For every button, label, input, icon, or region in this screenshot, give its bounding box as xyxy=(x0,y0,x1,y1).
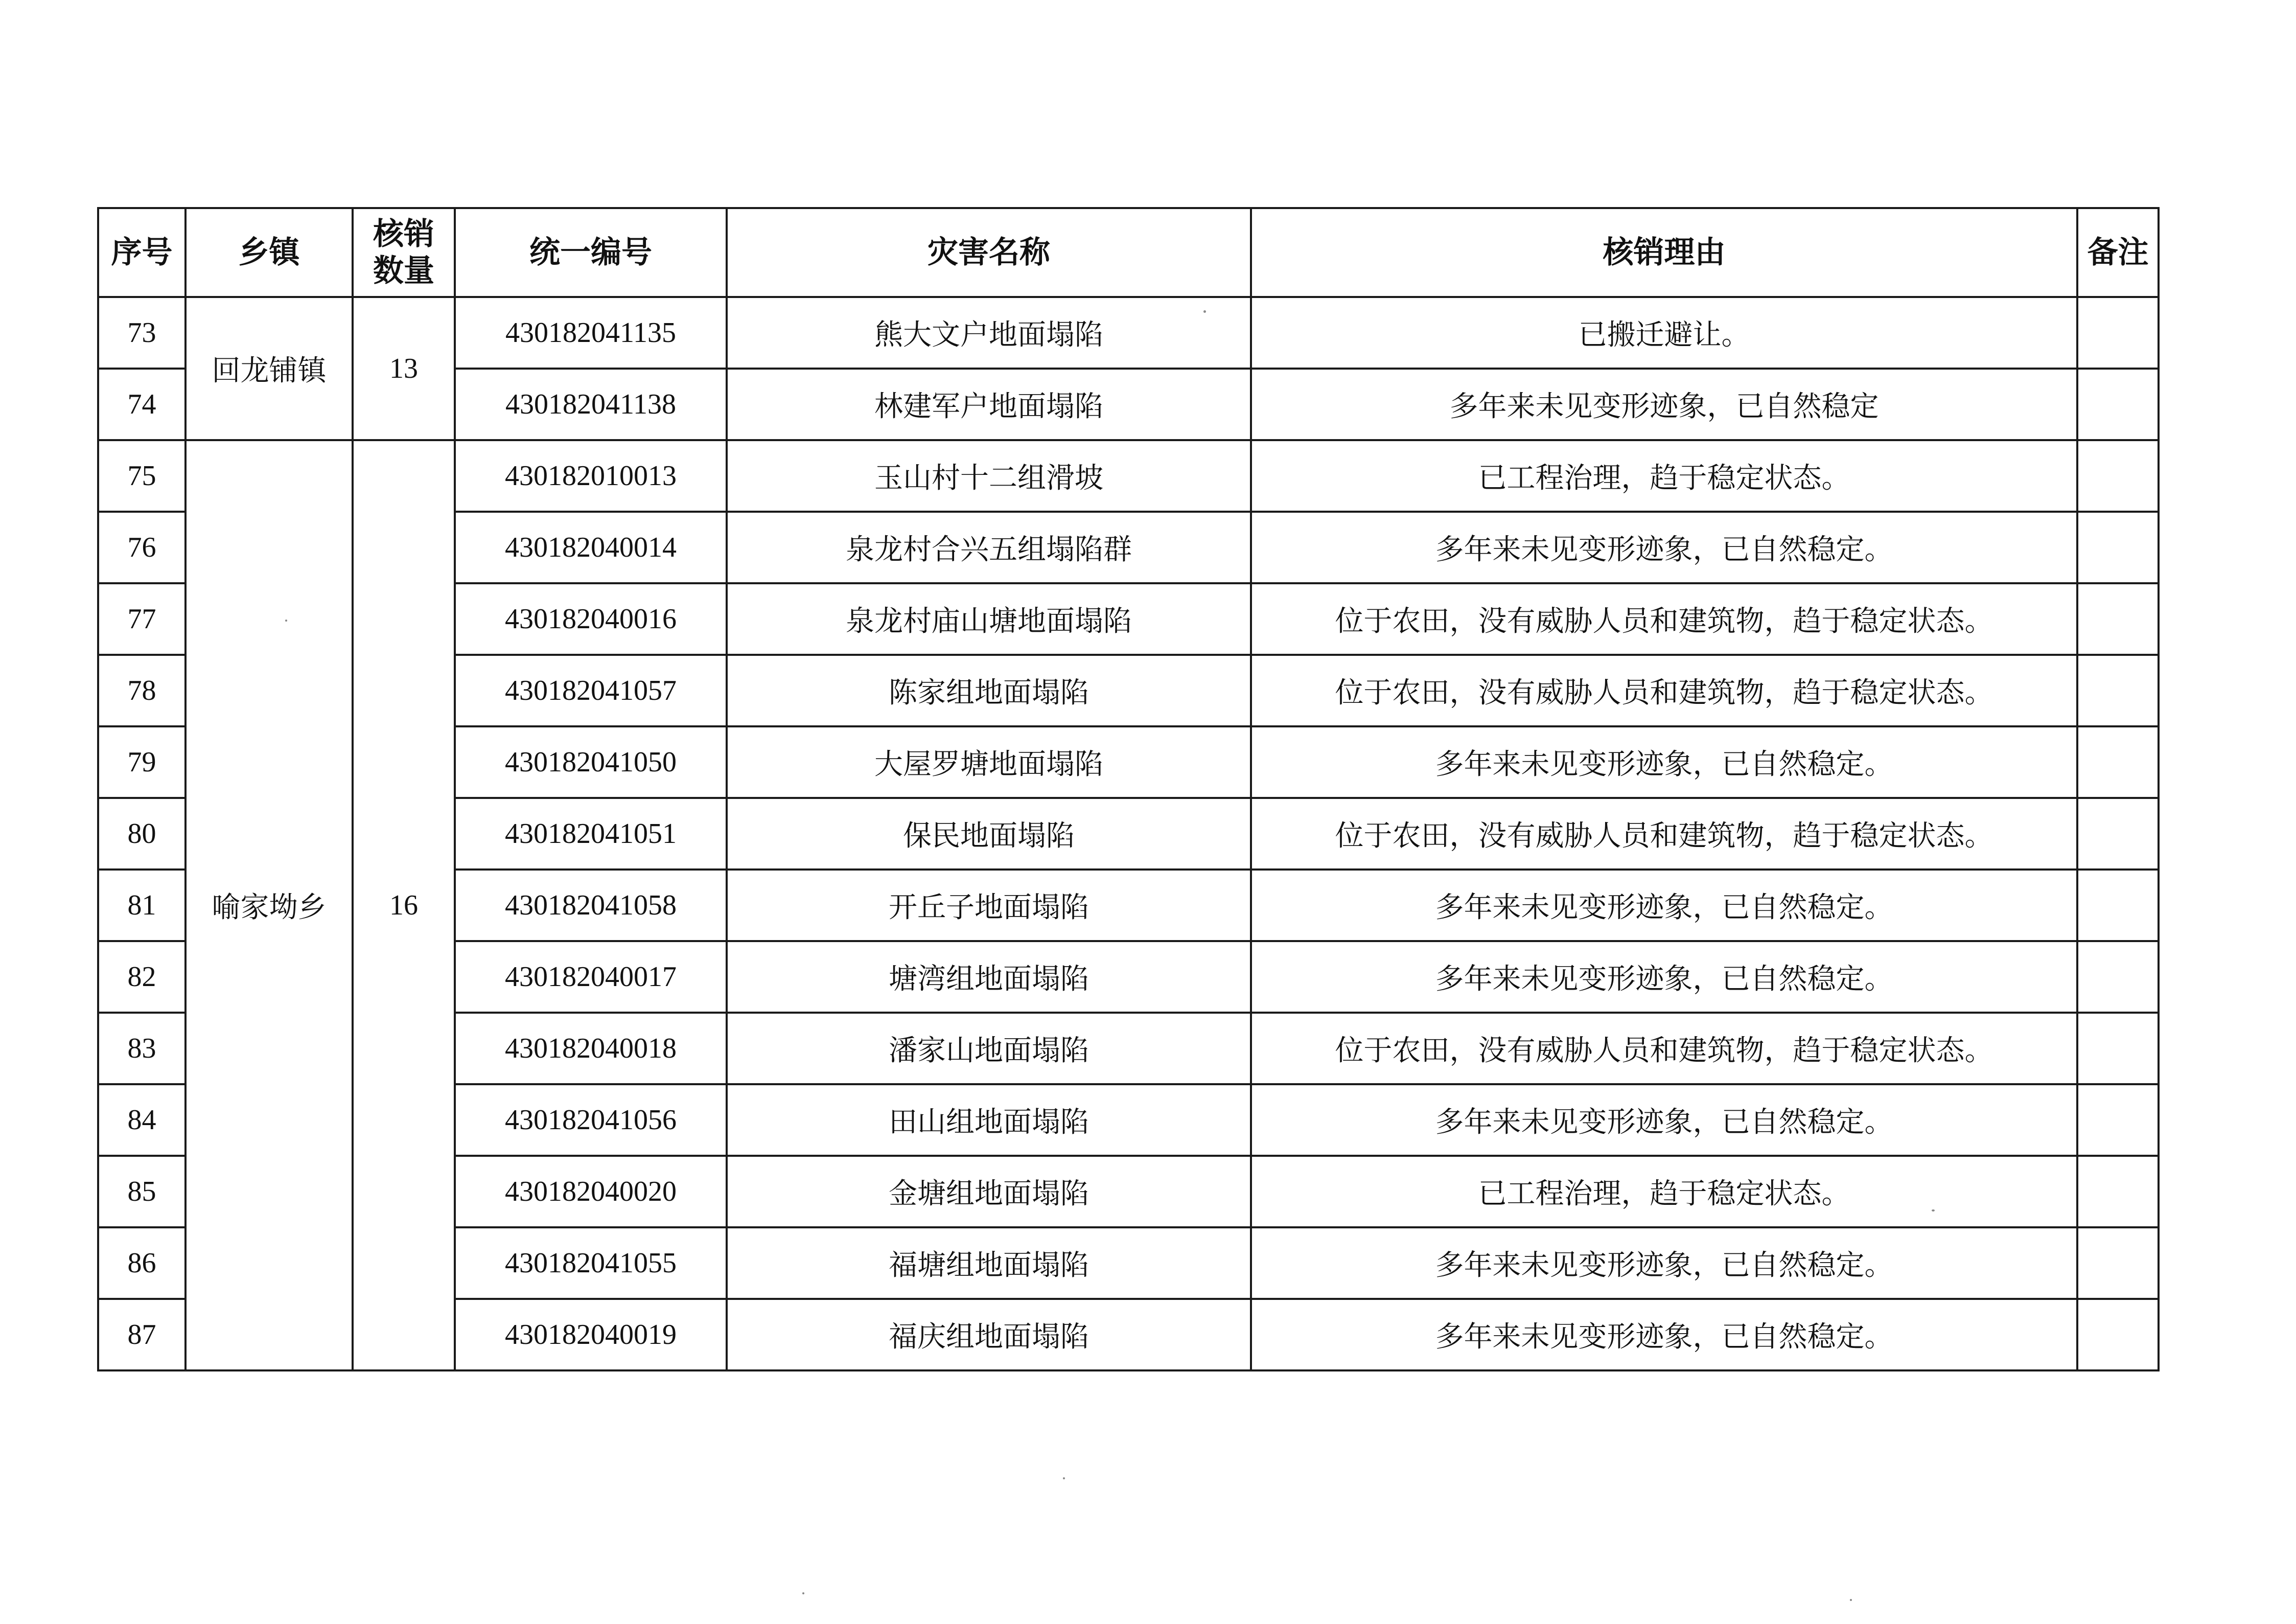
table-body xyxy=(98,297,2159,1370)
seq-cell: 84 xyxy=(98,1084,185,1156)
seq-cell: 76 xyxy=(98,512,185,583)
seq-cell: 83 xyxy=(98,1013,185,1084)
remark-cell xyxy=(2077,369,2159,440)
reason-cell: 多年来未见变形迹象，已自然稳定。 xyxy=(1251,1299,2077,1370)
remark-cell xyxy=(2077,297,2159,369)
hazard-name-cell: 金塘组地面塌陷 xyxy=(727,1156,1251,1227)
code-cell: 430182041050 xyxy=(455,726,727,798)
header-name: 灾害名称 xyxy=(727,208,1251,297)
reason-cell: 多年来未见变形迹象，已自然稳定。 xyxy=(1251,1084,2077,1156)
scan-speck xyxy=(1203,310,1206,313)
hazard-name-cell: 福庆组地面塌陷 xyxy=(727,1299,1251,1370)
seq-cell: 81 xyxy=(98,870,185,941)
code-cell: 430182040018 xyxy=(455,1013,727,1084)
reason-cell: 位于农田，没有威胁人员和建筑物，趋于稳定状态。 xyxy=(1251,583,2077,655)
code-cell: 430182041056 xyxy=(455,1084,727,1156)
reason-cell: 已工程治理，趋于稳定状态。 xyxy=(1251,440,2077,512)
header-row xyxy=(98,208,2159,297)
code-cell: 430182040020 xyxy=(455,1156,727,1227)
header-town: 乡镇 xyxy=(185,208,353,297)
remark-cell xyxy=(2077,1013,2159,1084)
reason-cell: 位于农田，没有威胁人员和建筑物，趋于稳定状态。 xyxy=(1251,655,2077,726)
table-row xyxy=(98,297,2159,369)
hazard-name-cell: 塘湾组地面塌陷 xyxy=(727,941,1251,1013)
count-cell: 13 xyxy=(353,297,455,440)
hazard-name-cell: 泉龙村庙山塘地面塌陷 xyxy=(727,583,1251,655)
code-cell: 430182041055 xyxy=(455,1227,727,1299)
scan-speck xyxy=(1850,1599,1852,1601)
seq-cell: 80 xyxy=(98,798,185,870)
remark-cell xyxy=(2077,1227,2159,1299)
reason-cell: 多年来未见变形迹象，已自然稳定。 xyxy=(1251,870,2077,941)
hazard-name-cell: 泉龙村合兴五组塌陷群 xyxy=(727,512,1251,583)
seq-cell: 79 xyxy=(98,726,185,798)
hazard-writeoff-table xyxy=(97,207,2160,1371)
reason-cell: 多年来未见变形迹象，已自然稳定。 xyxy=(1251,941,2077,1013)
reason-cell: 位于农田，没有威胁人员和建筑物，趋于稳定状态。 xyxy=(1251,798,2077,870)
header-count-line2: 数量 xyxy=(373,253,434,289)
code-cell: 430182010013 xyxy=(455,440,727,512)
remark-cell xyxy=(2077,726,2159,798)
reason-cell: 多年来未见变形迹象，已自然稳定 xyxy=(1251,369,2077,440)
hazard-name-cell: 林建军户地面塌陷 xyxy=(727,369,1251,440)
scan-speck xyxy=(802,1592,804,1594)
hazard-name-cell: 潘家山地面塌陷 xyxy=(727,1013,1251,1084)
town-cell: 回龙铺镇 xyxy=(185,297,353,440)
code-cell: 430182040016 xyxy=(455,583,727,655)
count-cell: 16 xyxy=(353,440,455,1370)
header-seq: 序号 xyxy=(98,208,185,297)
code-cell: 430182041051 xyxy=(455,798,727,870)
seq-cell: 82 xyxy=(98,941,185,1013)
hazard-name-cell: 福塘组地面塌陷 xyxy=(727,1227,1251,1299)
reason-cell: 多年来未见变形迹象，已自然稳定。 xyxy=(1251,1227,2077,1299)
seq-cell: 75 xyxy=(98,440,185,512)
seq-cell: 87 xyxy=(98,1299,185,1370)
remark-cell xyxy=(2077,1084,2159,1156)
reason-cell: 位于农田，没有威胁人员和建筑物，趋于稳定状态。 xyxy=(1251,1013,2077,1084)
document-sheet xyxy=(97,207,2158,1367)
header-code: 统一编号 xyxy=(455,208,727,297)
code-cell: 430182041138 xyxy=(455,369,727,440)
hazard-name-cell: 大屋罗塘地面塌陷 xyxy=(727,726,1251,798)
seq-cell: 86 xyxy=(98,1227,185,1299)
seq-cell: 74 xyxy=(98,369,185,440)
code-cell: 430182040014 xyxy=(455,512,727,583)
hazard-name-cell: 陈家组地面塌陷 xyxy=(727,655,1251,726)
remark-cell xyxy=(2077,1156,2159,1227)
table-row xyxy=(98,440,2159,512)
header-reason: 核销理由 xyxy=(1251,208,2077,297)
hazard-name-cell: 田山组地面塌陷 xyxy=(727,1084,1251,1156)
reason-cell: 多年来未见变形迹象，已自然稳定。 xyxy=(1251,512,2077,583)
remark-cell xyxy=(2077,941,2159,1013)
hazard-name-cell: 保民地面塌陷 xyxy=(727,798,1251,870)
code-cell: 430182041135 xyxy=(455,297,727,369)
code-cell: 430182040019 xyxy=(455,1299,727,1370)
seq-cell: 77 xyxy=(98,583,185,655)
reason-cell: 已工程治理，趋于稳定状态。 xyxy=(1251,1156,2077,1227)
hazard-name-cell: 开丘子地面塌陷 xyxy=(727,870,1251,941)
seq-cell: 78 xyxy=(98,655,185,726)
remark-cell xyxy=(2077,655,2159,726)
code-cell: 430182040017 xyxy=(455,941,727,1013)
code-cell: 430182041058 xyxy=(455,870,727,941)
remark-cell xyxy=(2077,798,2159,870)
remark-cell xyxy=(2077,440,2159,512)
header-count-line1: 核销 xyxy=(373,216,434,252)
hazard-name-cell: 熊大文户地面塌陷 xyxy=(727,297,1251,369)
remark-cell xyxy=(2077,512,2159,583)
remark-cell xyxy=(2077,583,2159,655)
header-remark: 备注 xyxy=(2077,208,2159,297)
seq-cell: 85 xyxy=(98,1156,185,1227)
reason-cell: 已搬迁避让。 xyxy=(1251,297,2077,369)
remark-cell xyxy=(2077,870,2159,941)
remark-cell xyxy=(2077,1299,2159,1370)
scan-speck xyxy=(1063,1477,1065,1479)
town-cell: 喻家坳乡 xyxy=(185,440,353,1370)
hazard-name-cell: 玉山村十二组滑坡 xyxy=(727,440,1251,512)
header-count xyxy=(353,208,455,297)
scan-speck xyxy=(285,620,287,622)
seq-cell: 73 xyxy=(98,297,185,369)
reason-cell: 多年来未见变形迹象，已自然稳定。 xyxy=(1251,726,2077,798)
scan-speck xyxy=(1932,1209,1935,1211)
code-cell: 430182041057 xyxy=(455,655,727,726)
